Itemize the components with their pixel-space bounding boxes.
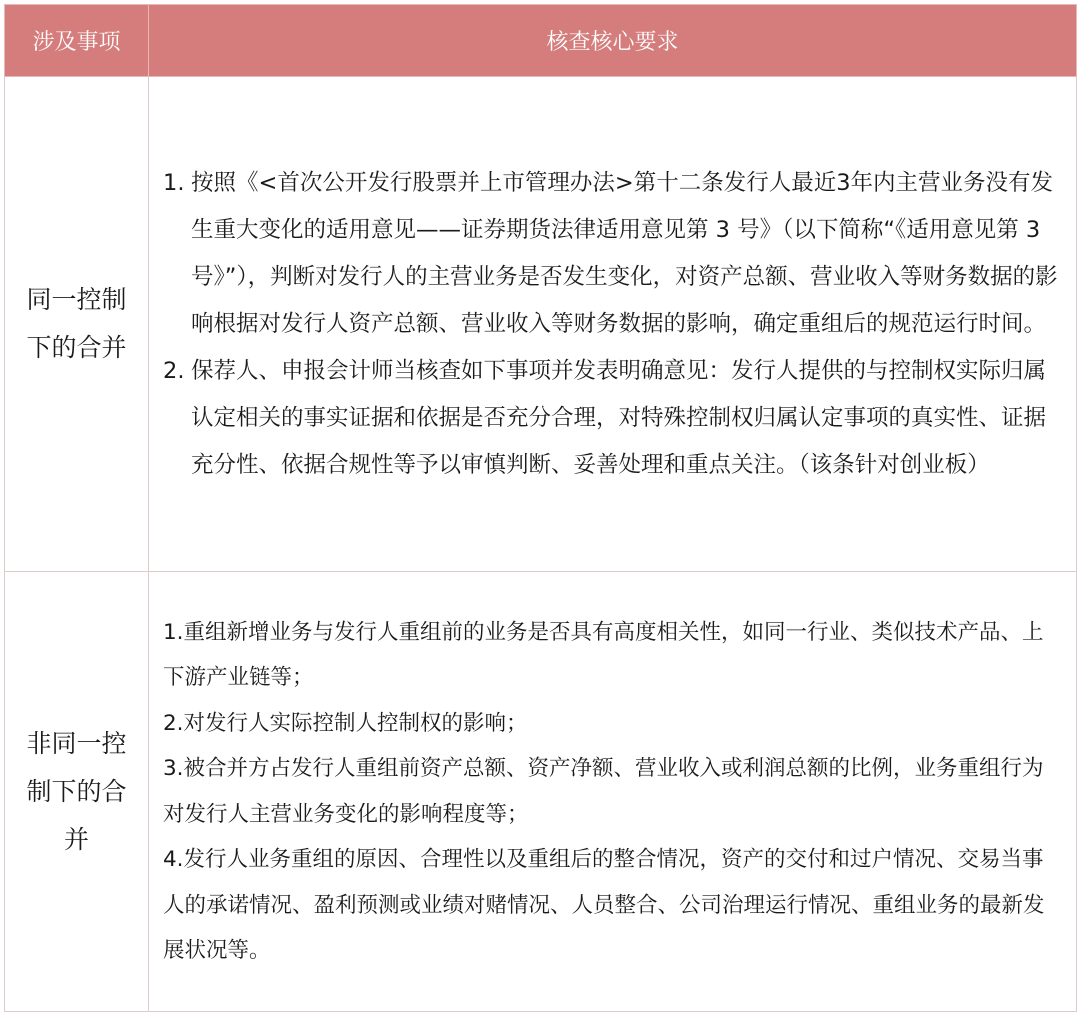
table-header-row	[5, 5, 1077, 77]
scope-cell: 非同一控制下的合并	[5, 572, 149, 1012]
header-scope: 涉及事项	[5, 5, 149, 77]
table-row	[5, 572, 1077, 1012]
requirements-cell	[149, 572, 1077, 1012]
requirements-cell	[149, 77, 1077, 572]
header-requirements: 核查核心要求	[149, 5, 1077, 77]
item-number: 1.	[163, 169, 185, 196]
item-text: 保荐人、申报会计师当核查如下事项并发表明确意见：发行人提供的与控制权实际归属认定相关的事实证据和依据是否充分合理，对特殊控制权归属认定事项的真实性、证据充分性、依据合规性等予以审慎判断、妥善处理和重点关注。（该条针对创业板）	[191, 357, 1047, 478]
scope-cell: 同一控制下的合并	[5, 77, 149, 572]
requirement-item: 2.对发行人实际控制人控制权的影响；	[163, 710, 528, 736]
requirement-item: 3.被合并方占发行人重组前资产总额、资产净额、营业收入或利润总额的比例，业务重组行为对发行人主营业务变化的影响程度等；	[163, 756, 1044, 827]
item-text: 按照《<首次公开发行股票并上市管理办法>第十二条发行人最近3年内主营业务没有发生重大变化的适用意见——证券期货法律适用意见第 3 号》（以下简称“《适用意见第 3 号》”），判断对发行人的主营业务是否发生变化，对资产总额、营业收入等财务数据的影响根据对发行人资产总额、营业收入等财务数据的影响，确定重组后的规范运行时间。	[191, 169, 1058, 337]
table-row	[5, 77, 1077, 572]
requirement-item	[163, 160, 1062, 348]
requirement-item: 4.发行人业务重组的原因、合理性以及重组后的整合情况，资产的交付和过户情况、交易当事人的承诺情况、盈利预测或业绩对赌情况、人员整合、公司治理运行情况、重组业务的最新发展状况等。	[163, 847, 1045, 963]
requirement-item	[163, 348, 1062, 489]
requirement-item: 1.重组新增业务与发行人重组前的业务是否具有高度相关性，如同一行业、类似技术产品、上下游产业链等；	[163, 619, 1044, 690]
review-requirements-table	[4, 4, 1077, 1012]
item-number: 2.	[163, 357, 185, 384]
